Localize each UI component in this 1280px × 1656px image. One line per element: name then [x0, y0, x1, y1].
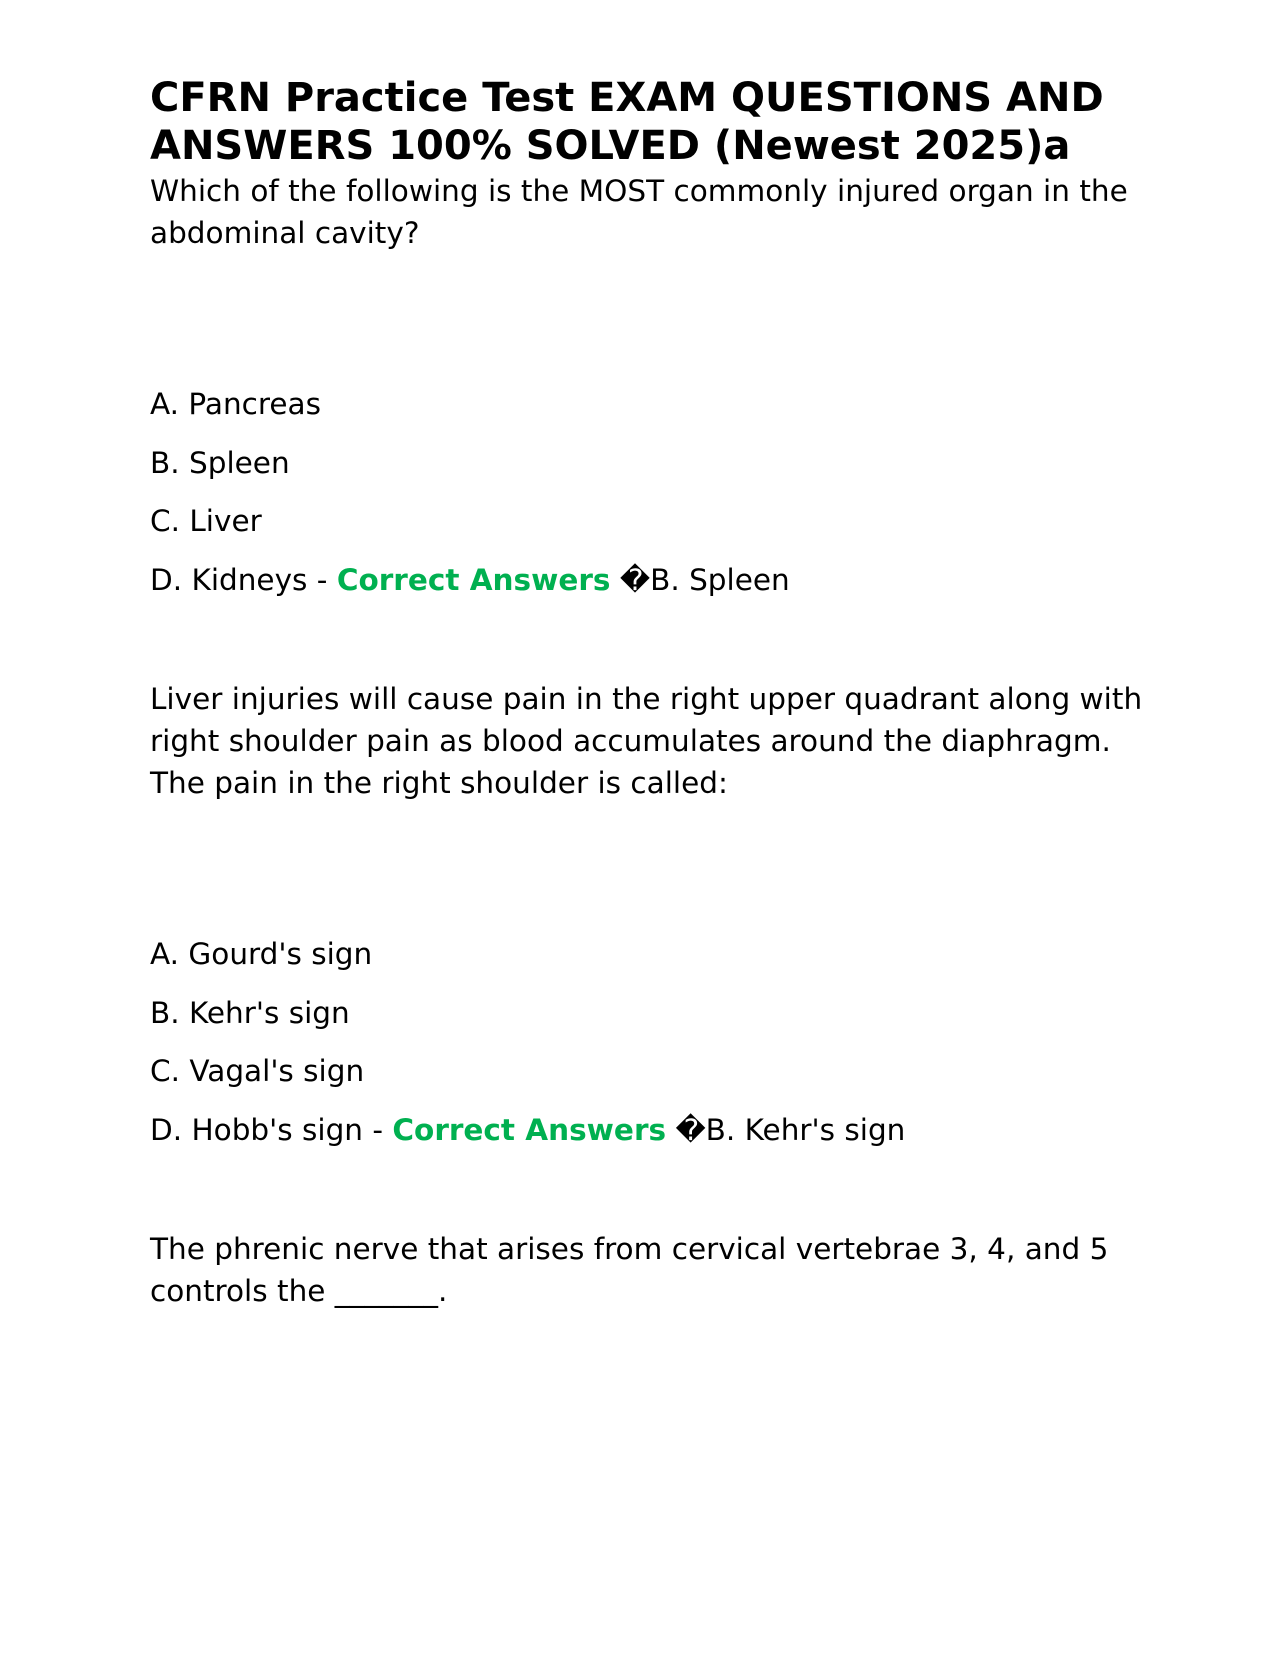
option-c: C. Vagal's sign — [150, 1054, 365, 1088]
option-b: B. Kehr's sign — [150, 995, 350, 1030]
question-text: Liver injuries will cause pain in the right upper quadrant along with right shoulder pain as blood accumulates around the diaphragm. The pain in the right shoulder is called: — [150, 682, 1143, 800]
correct-answers-label: Correct Answers — [336, 562, 611, 597]
document-title: CFRN Practice Test EXAM QUESTIONS AND ANSWERS 100% SOLVED (Newest 2025)a — [150, 75, 1104, 169]
option-d-with-answer — [150, 1110, 1150, 1150]
option-a: A. Pancreas — [150, 387, 321, 421]
option-b: B. Spleen — [150, 445, 290, 480]
question-text: The phrenic nerve that arises from cervical vertebrae 3, 4, and 5 controls the _______. — [150, 1232, 1109, 1308]
option-d: D. Hobb's sign - — [150, 1112, 393, 1147]
question-text: Which of the following is the MOST commonly injured organ in the abdominal cavity? — [150, 174, 1128, 250]
option-d-with-answer — [150, 560, 1150, 600]
answer-text: �B. Spleen — [619, 562, 790, 597]
question-block — [150, 170, 1150, 600]
correct-answers-label: Correct Answers — [392, 1112, 667, 1147]
option-c: C. Liver — [150, 504, 262, 538]
option-a: A. Gourd's sign — [150, 937, 373, 971]
question-block — [150, 678, 1150, 1150]
document-page — [150, 70, 1150, 1312]
answer-text: �B. Kehr's sign — [675, 1112, 906, 1147]
question-block — [150, 1228, 1150, 1312]
option-d: D. Kidneys - — [150, 562, 337, 597]
